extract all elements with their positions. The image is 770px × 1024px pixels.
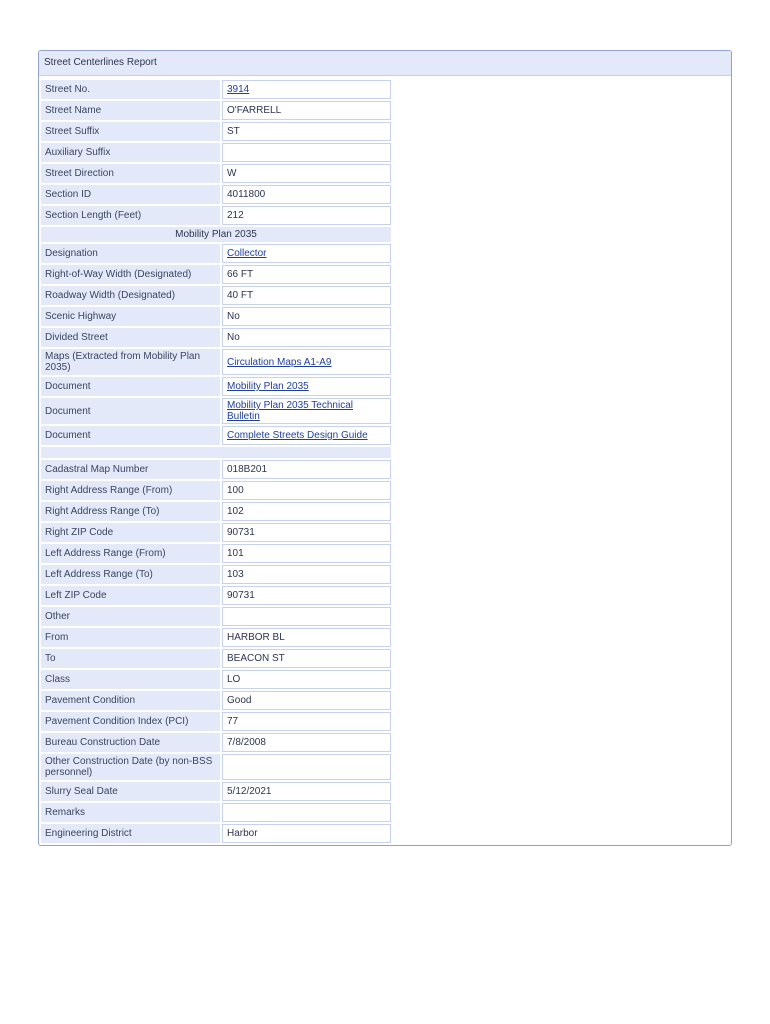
field-label: From: [41, 628, 220, 647]
field-label: Section ID: [41, 185, 220, 204]
mobility-plan-section-heading: Mobility Plan 2035: [41, 227, 391, 242]
field-value: [222, 607, 391, 626]
field-value: W: [222, 164, 391, 183]
field-value: 103: [222, 565, 391, 584]
report-row-remarks: [41, 803, 391, 822]
field-label: Document: [41, 377, 220, 396]
report-row-cadastral-map-number: [41, 460, 391, 479]
field-value-cell: [222, 377, 391, 396]
field-value: No: [222, 307, 391, 326]
section-heading-row: [41, 227, 391, 242]
field-value: Harbor: [222, 824, 391, 843]
field-value: [222, 803, 391, 822]
report-row-document: [41, 426, 391, 445]
field-label: Left Address Range (To): [41, 565, 220, 584]
section-separator-row: [41, 447, 391, 458]
field-label: Roadway Width (Designated): [41, 286, 220, 305]
field-label: Right Address Range (To): [41, 502, 220, 521]
report-row-maps-extracted-from-mobility-plan-2035: [41, 349, 391, 375]
field-label: Section Length (Feet): [41, 206, 220, 225]
report-row-street-direction: [41, 164, 391, 183]
field-label: Document: [41, 426, 220, 445]
field-label: Engineering District: [41, 824, 220, 843]
field-label: Street Direction: [41, 164, 220, 183]
field-value-cell: [222, 398, 391, 424]
street-centerlines-report-panel: [38, 50, 732, 846]
field-label: Slurry Seal Date: [41, 782, 220, 801]
field-label: Scenic Highway: [41, 307, 220, 326]
report-row-document: [41, 377, 391, 396]
field-label: Other: [41, 607, 220, 626]
field-value: 4011800: [222, 185, 391, 204]
field-label: Right ZIP Code: [41, 523, 220, 542]
report-table-body: [41, 80, 391, 843]
report-row-right-address-range-from: [41, 481, 391, 500]
report-title: Street Centerlines Report: [39, 51, 731, 76]
report-row-other-construction-date-by-non-bss-personnel: [41, 754, 391, 780]
report-row-street-suffix: [41, 122, 391, 141]
report-row-auxiliary-suffix: [41, 143, 391, 162]
field-value: 40 FT: [222, 286, 391, 305]
field-label: Left Address Range (From): [41, 544, 220, 563]
report-table: [39, 78, 393, 845]
field-label: Other Construction Date (by non-BSS personnel): [41, 754, 220, 780]
field-label: Right Address Range (From): [41, 481, 220, 500]
field-value: O'FARRELL: [222, 101, 391, 120]
field-value: 018B201: [222, 460, 391, 479]
field-label: Remarks: [41, 803, 220, 822]
field-value: 100: [222, 481, 391, 500]
report-row-slurry-seal-date: [41, 782, 391, 801]
field-value: 77: [222, 712, 391, 731]
report-row-section-length-feet: [41, 206, 391, 225]
field-value-cell: [222, 426, 391, 445]
report-row-right-of-way-width-designated: [41, 265, 391, 284]
field-value: ST: [222, 122, 391, 141]
report-row-roadway-width-designated: [41, 286, 391, 305]
field-value-cell: [222, 349, 391, 375]
report-row-scenic-highway: [41, 307, 391, 326]
field-value: 66 FT: [222, 265, 391, 284]
field-label: Left ZIP Code: [41, 586, 220, 605]
report-row-pavement-condition: [41, 691, 391, 710]
field-value: BEACON ST: [222, 649, 391, 668]
field-value: 7/8/2008: [222, 733, 391, 752]
report-row-class: [41, 670, 391, 689]
mobility-plan-2035-technical-bulletin-link[interactable]: Mobility Plan 2035 Technical Bulletin: [227, 400, 354, 422]
report-row-bureau-construction-date: [41, 733, 391, 752]
3914-link[interactable]: 3914: [227, 84, 250, 95]
field-value: Good: [222, 691, 391, 710]
field-value: [222, 143, 391, 162]
report-row-designation: [41, 244, 391, 263]
report-row-left-address-range-from: [41, 544, 391, 563]
field-value: 90731: [222, 586, 391, 605]
report-row-left-address-range-to: [41, 565, 391, 584]
report-row-from: [41, 628, 391, 647]
mobility-plan-2035-link[interactable]: Mobility Plan 2035: [227, 381, 309, 392]
report-row-engineering-district: [41, 824, 391, 843]
field-label: Document: [41, 398, 220, 424]
report-row-street-name: [41, 101, 391, 120]
field-label: Right-of-Way Width (Designated): [41, 265, 220, 284]
field-label: Divided Street: [41, 328, 220, 347]
field-value: LO: [222, 670, 391, 689]
field-label: Bureau Construction Date: [41, 733, 220, 752]
field-label: Maps (Extracted from Mobility Plan 2035): [41, 349, 220, 375]
field-value: HARBOR BL: [222, 628, 391, 647]
field-value: 90731: [222, 523, 391, 542]
field-label: Pavement Condition Index (PCI): [41, 712, 220, 731]
field-value-cell: [222, 80, 391, 99]
section-separator: [41, 447, 391, 458]
field-value: No: [222, 328, 391, 347]
complete-streets-design-guide-link[interactable]: Complete Streets Design Guide: [227, 430, 368, 441]
field-label: Cadastral Map Number: [41, 460, 220, 479]
field-label: Class: [41, 670, 220, 689]
report-row-to: [41, 649, 391, 668]
field-value: 212: [222, 206, 391, 225]
field-value: [222, 754, 391, 780]
field-value: 102: [222, 502, 391, 521]
field-value: 5/12/2021: [222, 782, 391, 801]
report-row-right-address-range-to: [41, 502, 391, 521]
field-value: 101: [222, 544, 391, 563]
report-row-other: [41, 607, 391, 626]
field-label: Auxiliary Suffix: [41, 143, 220, 162]
field-value-cell: [222, 244, 391, 263]
report-row-pavement-condition-index-pci: [41, 712, 391, 731]
field-label: To: [41, 649, 220, 668]
report-row-street-no: [41, 80, 391, 99]
report-row-left-zip-code: [41, 586, 391, 605]
field-label: Street No.: [41, 80, 220, 99]
report-row-right-zip-code: [41, 523, 391, 542]
field-label: Street Suffix: [41, 122, 220, 141]
collector-link[interactable]: Collector: [227, 248, 267, 259]
field-label: Designation: [41, 244, 220, 263]
report-row-section-id: [41, 185, 391, 204]
circulation-maps-a1-a9-link[interactable]: Circulation Maps A1-A9: [227, 356, 332, 368]
report-row-document: [41, 398, 391, 424]
field-label: Pavement Condition: [41, 691, 220, 710]
report-row-divided-street: [41, 328, 391, 347]
field-label: Street Name: [41, 101, 220, 120]
